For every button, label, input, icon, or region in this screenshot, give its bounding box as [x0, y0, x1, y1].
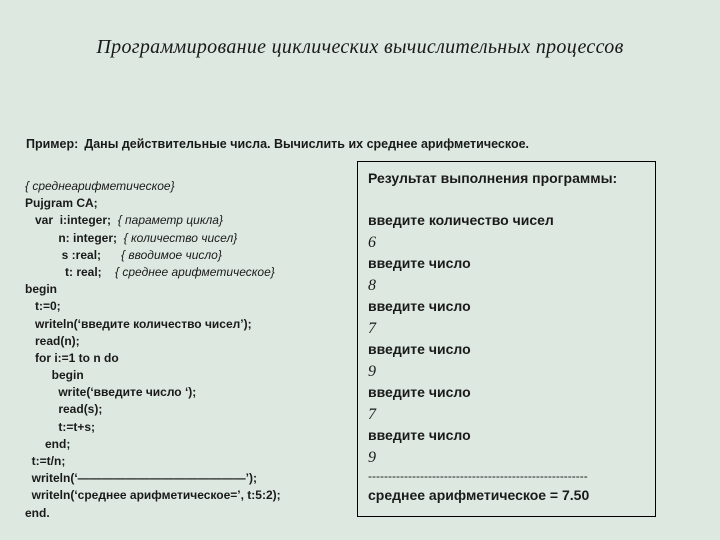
code-line: [25, 230, 355, 247]
code-comment: { среднеарифметическое}: [25, 179, 175, 193]
code-line: [25, 487, 355, 504]
output-val: 9: [368, 362, 376, 380]
code-line: [25, 333, 355, 350]
code-text: read(n);: [25, 333, 80, 348]
code-comment: { параметр цикла}: [117, 213, 223, 228]
code-line: [25, 316, 355, 333]
code-comment: { среднее арифметическое}: [115, 264, 275, 279]
code-line: [25, 470, 355, 487]
code-line: [25, 264, 355, 281]
output-prompt: введите число: [368, 298, 471, 314]
code-line: [25, 384, 355, 401]
task-statement: [26, 137, 529, 151]
output-dashes: -------------------------------------------------------: [368, 469, 588, 483]
code-text: for i:=1 to n do: [25, 350, 119, 365]
code-text: t: real;: [25, 264, 116, 279]
output-prompt: введите число: [368, 255, 471, 271]
code-text: begin: [25, 368, 84, 383]
code-text: var i:integer;: [25, 213, 118, 228]
code-text: t:=0;: [25, 299, 61, 314]
output-prompt: введите количество чисел: [368, 212, 554, 228]
code-line: [25, 195, 355, 212]
output-prompt: введите число: [368, 341, 471, 357]
output-val: 6: [368, 233, 376, 251]
code-line: [25, 298, 355, 315]
task-label: Пример:: [26, 137, 79, 151]
code-text: begin: [25, 282, 57, 297]
code-line: [25, 212, 355, 229]
result-box: [357, 161, 656, 517]
code-line: [25, 178, 355, 195]
code-line: [25, 350, 355, 367]
result-output: [368, 210, 647, 506]
output-prompt: введите число: [368, 384, 471, 400]
code-text: writeln(‘среднее арифметическое=’, t:5:2);: [25, 488, 281, 503]
code-text: writeln(‘введите количество чисел’);: [25, 316, 252, 331]
code-text: writeln(‘——————————————’);: [25, 471, 257, 486]
code-text: t:=t+s;: [25, 419, 96, 434]
code-comment: { количество чисел}: [123, 230, 238, 245]
code-text: Pujgram CA;: [25, 196, 98, 211]
output-val: 7: [368, 319, 376, 337]
code-line: [25, 419, 355, 436]
code-text: s :real;: [25, 247, 122, 262]
output-prompt: введите число: [368, 427, 471, 443]
output-val: 8: [368, 276, 376, 294]
code-text: end;: [25, 436, 71, 451]
code-listing: [25, 178, 355, 522]
result-title: Результат выполнения программы:: [368, 170, 618, 186]
output-final: среднее арифметическое = 7.50: [368, 487, 590, 503]
code-comment: { вводимое число}: [121, 247, 222, 262]
task-text: Даны действительные числа. Вычислить их среднее арифметическое.: [84, 137, 530, 151]
code-line: [25, 401, 355, 418]
code-line: [25, 453, 355, 470]
code-line: [25, 281, 355, 298]
code-line: [25, 367, 355, 384]
slide-title: Программирование циклических вычислительных процессов: [96, 36, 624, 58]
code-text: n: integer;: [25, 230, 124, 245]
code-line: [25, 505, 355, 522]
code-line: [25, 436, 355, 453]
code-text: t:=t/n;: [25, 454, 66, 468]
output-val: 9: [368, 448, 376, 466]
code-text: write(‘введите число ‘);: [25, 385, 197, 400]
output-val: 7: [368, 405, 376, 423]
code-text: end.: [25, 505, 50, 520]
code-text: read(s);: [25, 402, 103, 417]
code-line: [25, 247, 355, 264]
